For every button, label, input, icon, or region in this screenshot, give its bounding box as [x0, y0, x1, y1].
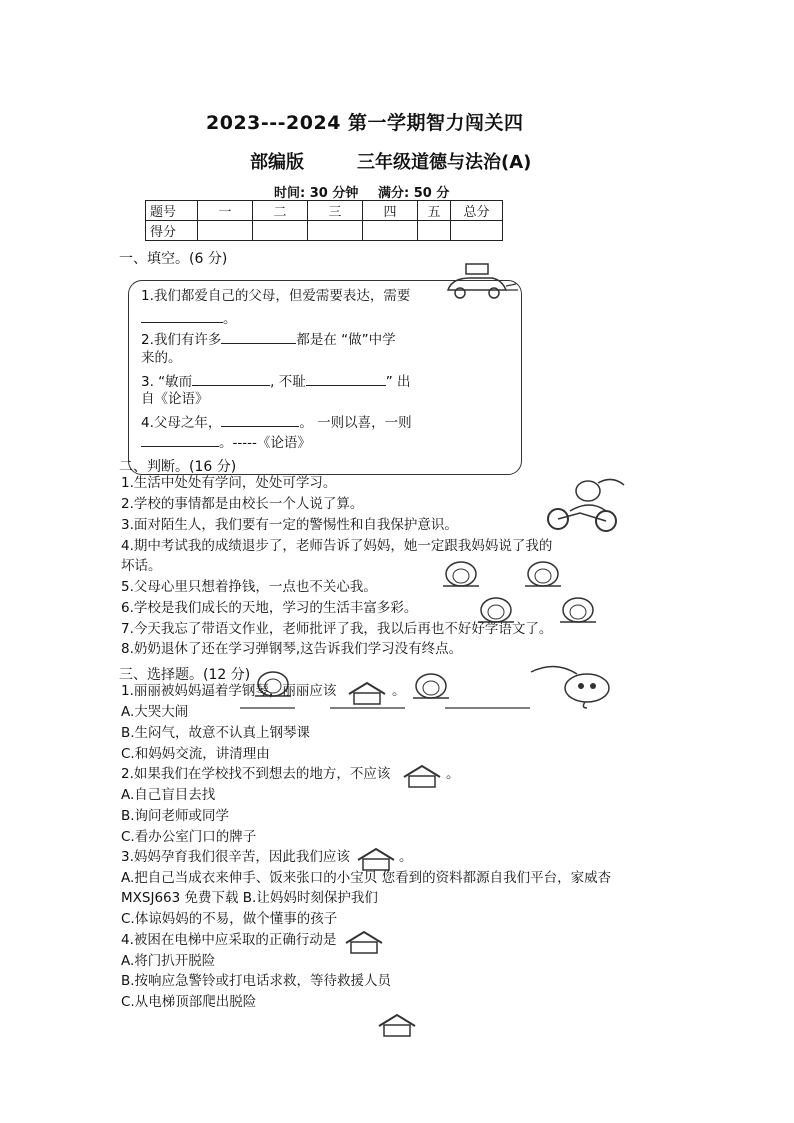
score-table-score-row [146, 221, 503, 241]
section2-heading: 二、判断。(16 分) [119, 459, 237, 475]
table-cell: 五 [418, 201, 451, 221]
house-icon [342, 929, 386, 955]
q2-text [141, 331, 396, 348]
answer-blank[interactable] [306, 373, 386, 386]
choice-option: A.自己盲目去找 [121, 787, 216, 803]
choice-option: A.将门扒开脱险 [121, 953, 216, 969]
q4-post: 。 一则以喜，一则 [299, 415, 412, 431]
penguin-icon [440, 556, 482, 590]
q4-end: 。-----《论语》 [219, 435, 311, 451]
q4-text [141, 414, 412, 431]
judge-item: 4.期中考试我的成绩退步了，老师告诉了妈妈，她一定跟我妈妈说了我的 [121, 538, 553, 554]
answer-underlines [240, 703, 530, 713]
section1-heading: 一、填空。(6 分) [119, 251, 228, 267]
choice-option: C.看办公室门口的牌子 [121, 829, 257, 845]
choice-q3: 3.妈妈孕育我们很辛苦，因此我们应该 [121, 849, 350, 865]
table-cell: 三 [308, 201, 363, 221]
judge-item: 2.学校的事情都是由校长一个人说了算。 [121, 496, 364, 512]
table-cell: 总分 [451, 201, 503, 221]
time-limit: 时间: 30 分钟 [274, 186, 359, 201]
q3-text [141, 373, 411, 390]
judge-item: 坏话。 [121, 558, 162, 574]
section3-heading: 三、选择题。(12 分) [119, 667, 251, 683]
choice-option: C.体谅妈妈的不易，做个懂事的孩子 [121, 911, 338, 927]
choice-q1-text: 1.丽丽被妈妈逼着学钢琴，丽丽应该 [121, 683, 337, 699]
score-input-cell[interactable] [253, 221, 308, 241]
q2-pre: 2.我们有许多 [141, 332, 222, 348]
answer-blank[interactable] [141, 310, 223, 323]
q2-line2: 来的。 [141, 350, 182, 366]
table-cell: 得分 [146, 221, 198, 241]
judge-item: 3.面对陌生人，我们要有一定的警惕性和自我保护意识。 [121, 517, 458, 533]
choice-option: C.和妈妈交流，讲清理由 [121, 746, 270, 762]
q1-line2 [141, 310, 237, 327]
judge-item: 6.学校是我们成长的天地，学习的生活丰富多彩。 [121, 600, 418, 616]
answer-blank[interactable] [192, 373, 270, 386]
q2-post: 都是在 “做”中学 [296, 332, 396, 348]
house-icon [400, 763, 444, 789]
choice-q3-end: 。 [399, 849, 413, 865]
q3-pre: 3. “敏而 [141, 374, 193, 390]
q3-mid: , 不耻 [270, 374, 306, 390]
rider-illustration [540, 475, 630, 535]
score-input-cell[interactable] [363, 221, 418, 241]
answer-blank[interactable] [221, 331, 296, 344]
subject-label: 三年级道德与法治(A) [357, 152, 532, 173]
score-table-header-row [146, 201, 503, 221]
rabbit-illustration [525, 660, 621, 710]
house-icon [375, 1012, 419, 1038]
score-input-cell[interactable] [418, 221, 451, 241]
answer-blank[interactable] [221, 414, 299, 427]
house-icon [354, 846, 398, 872]
judge-item: 7.今天我忘了带语文作业，老师批评了我，我以后再也不好好学语文了。 [121, 621, 553, 637]
penguin-icon [410, 668, 452, 702]
q4-line2 [141, 434, 311, 451]
choice-option: B.询问老师或同学 [121, 808, 230, 824]
choice-option: A.大哭大闹 [121, 704, 189, 720]
edition-label: 部编版 [250, 152, 304, 173]
penguin-icon [522, 556, 564, 590]
penguin-icon [557, 592, 599, 626]
choice-q2-end: 。 [446, 766, 460, 782]
q3-line2: 自《论语》 [141, 391, 209, 407]
q3-post: ” 出 [385, 374, 411, 390]
choice-q1-end: 。 [392, 683, 406, 699]
full-score: 满分: 50 分 [378, 186, 450, 201]
judge-item: 5.父母心里只想着挣钱，一点也不关心我。 [121, 579, 377, 595]
table-cell: 题号 [146, 201, 198, 221]
table-cell: 二 [253, 201, 308, 221]
q1-text: 1.我们都爱自己的父母，但爱需要表达，需要 [141, 288, 411, 304]
choice-q1 [121, 685, 336, 699]
table-cell: 四 [363, 201, 418, 221]
judge-item: 8.奶奶退休了还在学习弹钢琴,这告诉我们学习没有终点。 [121, 641, 463, 657]
choice-option: MXSJ663 免费下载 B.让妈妈时刻保护我们 [121, 890, 378, 906]
penguin-icon [475, 592, 517, 626]
choice-option: A.把自己当成衣来伸手、饭来张口的小宝贝 您看到的资料都源自我们平台，家威杏 [121, 870, 612, 886]
choice-option: C.从电梯顶部爬出脱险 [121, 994, 257, 1010]
score-input-cell[interactable] [451, 221, 503, 241]
score-input-cell[interactable] [198, 221, 253, 241]
choice-option: B.生闷气，故意不认真上钢琴课 [121, 725, 311, 741]
score-table [145, 200, 503, 241]
answer-blank[interactable] [141, 434, 219, 447]
table-cell: 一 [198, 201, 253, 221]
choice-q2: 2.如果我们在学校找不到想去的地方，不应该 [121, 766, 391, 782]
score-input-cell[interactable] [308, 221, 363, 241]
exam-title: 2023---2024 第一学期智力闯关四 [206, 112, 524, 134]
judge-item: 1.生活中处处有学问，处处可学习。 [121, 475, 337, 491]
q4-pre: 4.父母之年， [141, 415, 222, 431]
choice-option: B.按响应急警铃或打电话求救，等待救援人员 [121, 973, 392, 989]
q1-end: 。 [223, 311, 237, 327]
choice-q4: 4.被困在电梯中应采取的正确行动是 [121, 932, 337, 948]
